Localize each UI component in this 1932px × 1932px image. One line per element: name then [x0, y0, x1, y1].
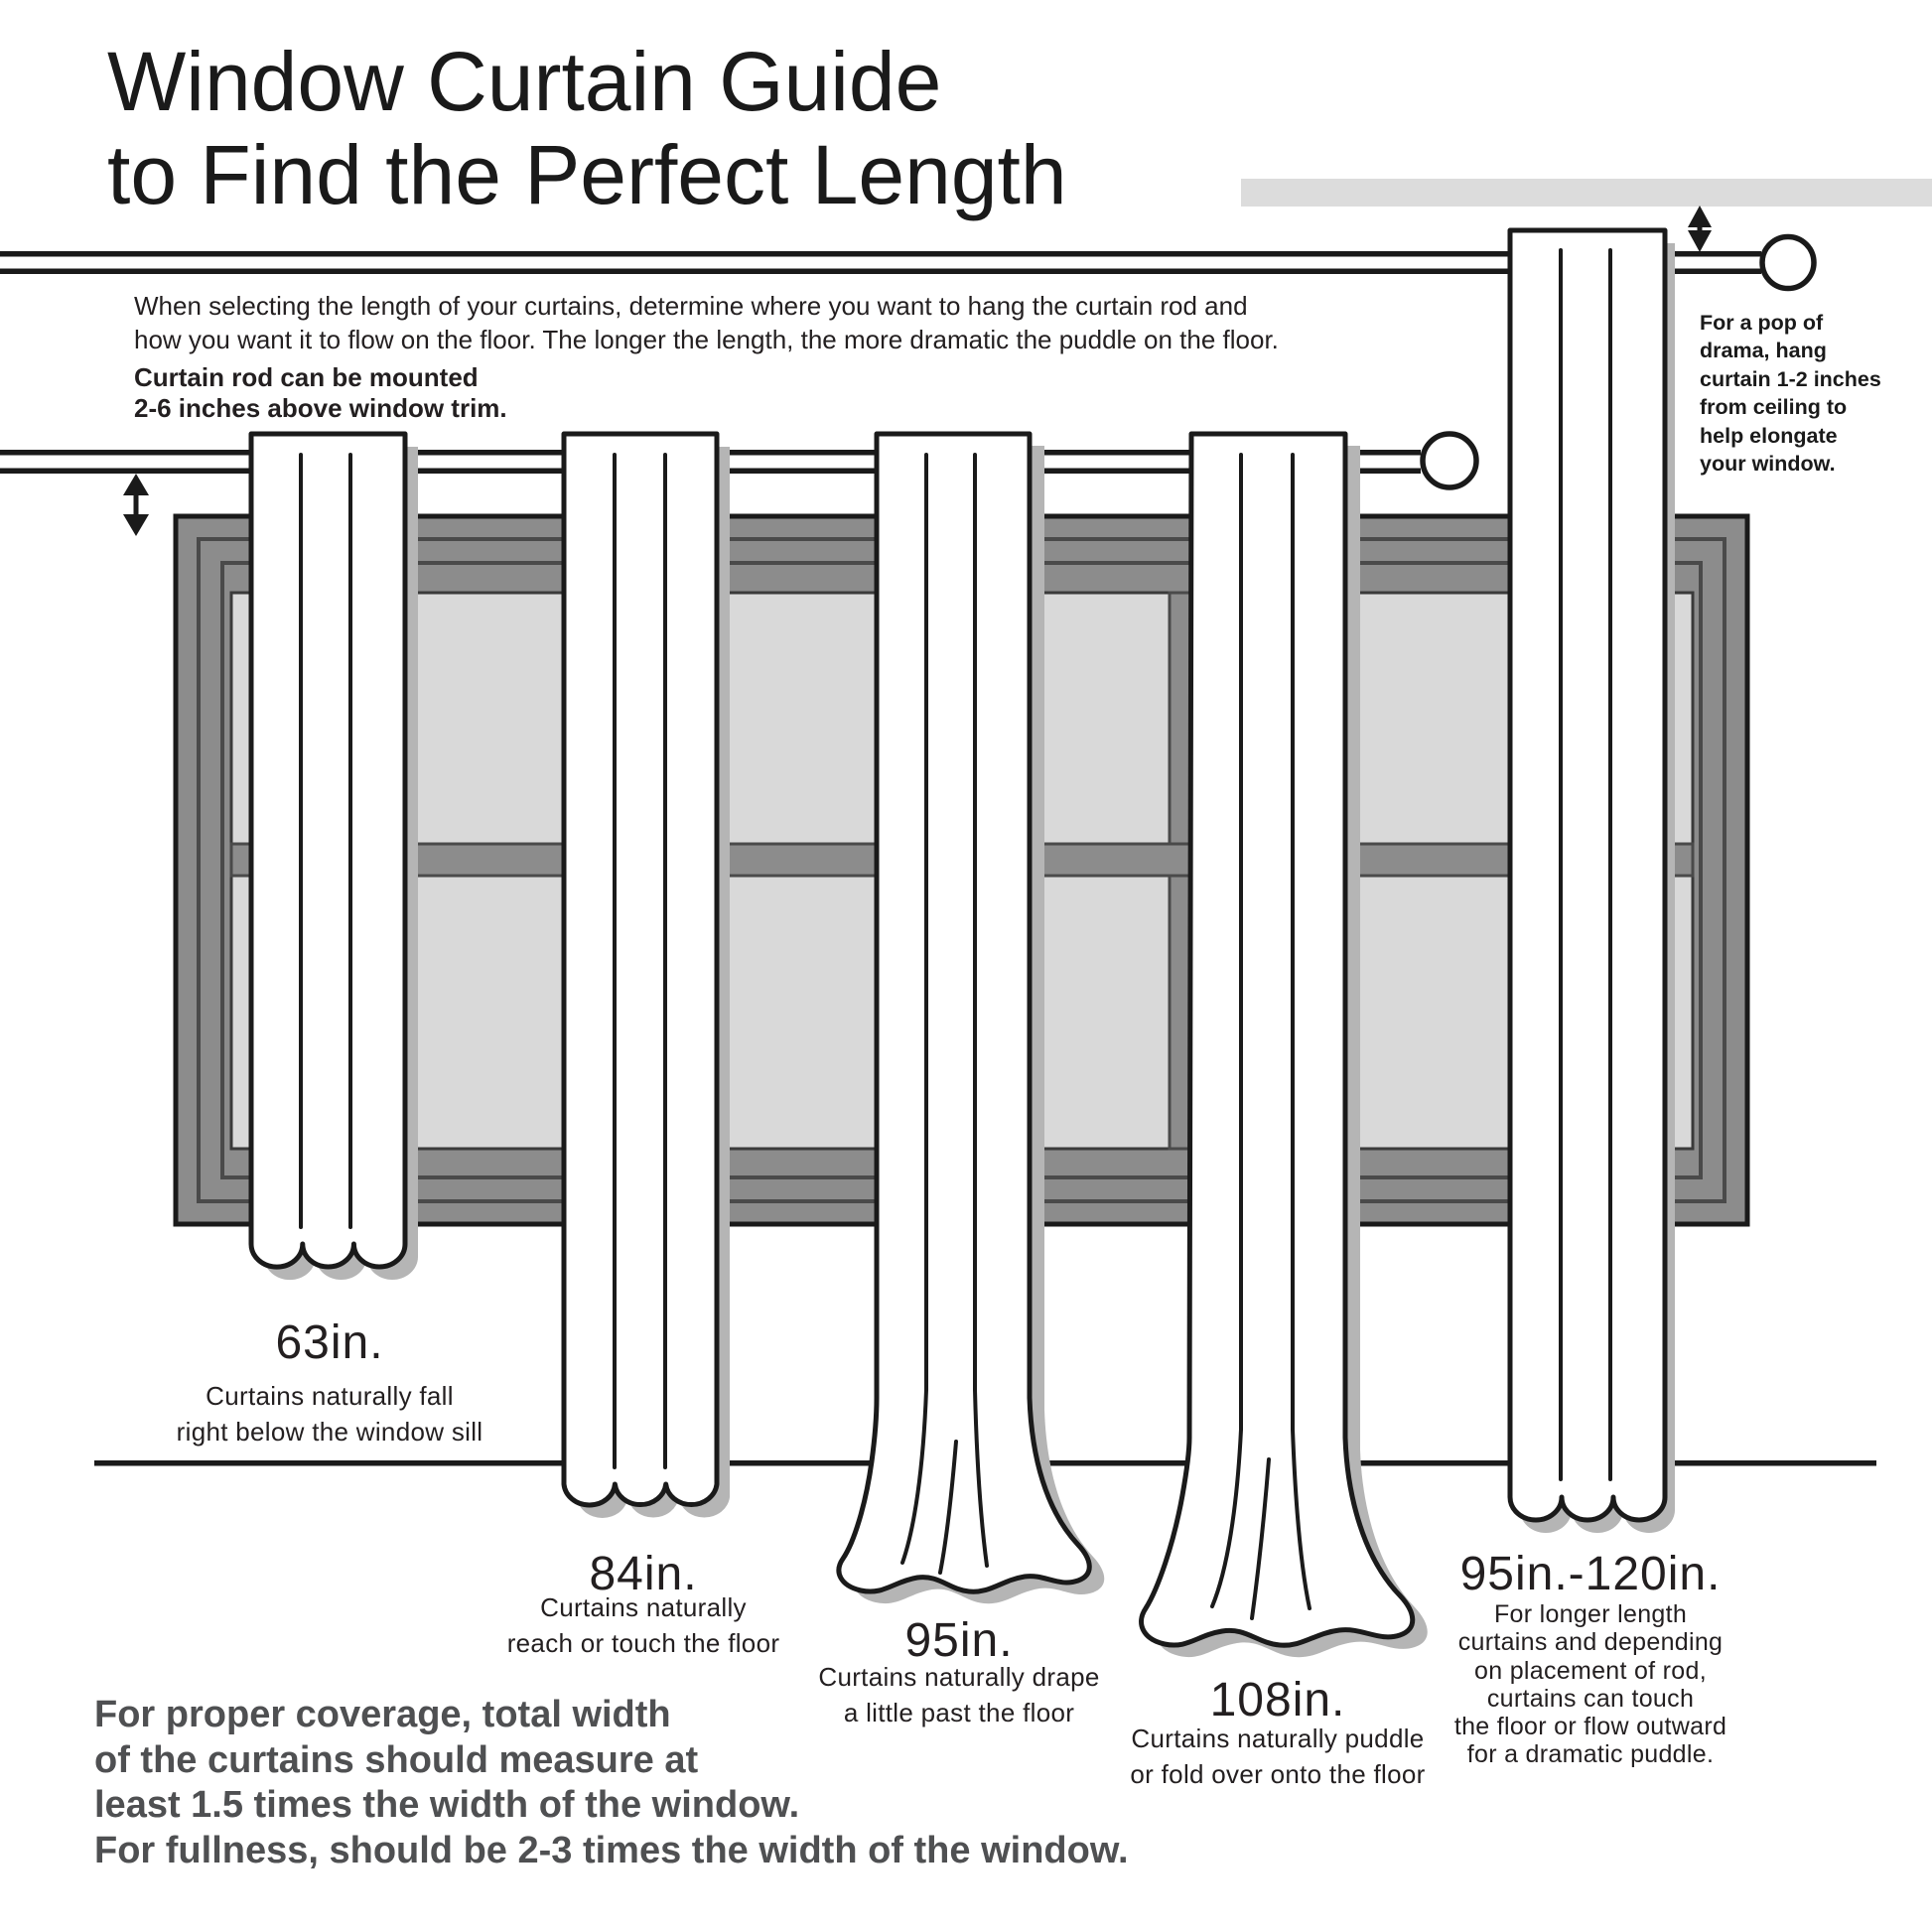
length-desc-line: Curtains naturally puddle: [1131, 1724, 1425, 1753]
lower-rod-finial: [1423, 434, 1476, 487]
coverage-note-line: For proper coverage, total width: [94, 1694, 671, 1735]
intro-line2: how you want it to flow on the floor. The longer the length, the more dramatic the puddle on the floor.: [134, 324, 1279, 354]
length-label-108in: 108in.: [1209, 1674, 1346, 1726]
coverage-note-line: least 1.5 times the width of the window.: [94, 1784, 800, 1826]
length-desc-line: Curtains naturally fall: [206, 1381, 454, 1411]
length-desc-line: a little past the floor: [843, 1698, 1075, 1727]
length-desc-line: curtains can touch: [1486, 1684, 1695, 1713]
length-desc-line: Curtains naturally drape: [818, 1662, 1100, 1692]
page-title: [107, 35, 1067, 221]
ceiling-gap-arrow-icon: [1688, 206, 1712, 252]
upper-curtain-rod-bottom-line: [0, 269, 1761, 275]
length-label-63in: 63in.: [275, 1316, 384, 1369]
page-title-line2: to Find the Perfect Length: [107, 128, 1067, 221]
upper-curtain-rod-top-line: [0, 251, 1761, 257]
coverage-note-line: For fullness, should be 2-3 times the width of the window.: [94, 1829, 1129, 1871]
length-desc-108in: [1130, 1721, 1425, 1792]
length-desc-line: Curtains naturally: [540, 1592, 747, 1622]
length-desc-95-120in: [1454, 1600, 1726, 1769]
length-desc-line: or fold over onto the floor: [1130, 1759, 1426, 1789]
rod-mount-note-line1: Curtain rod can be mounted: [134, 362, 479, 392]
rod-mount-note-line2: 2-6 inches above window trim.: [134, 393, 507, 423]
ceiling-hang-note-line: your window.: [1700, 452, 1836, 477]
intro-text: [134, 290, 1279, 356]
ceiling-hang-note-line: drama, hang: [1700, 339, 1827, 363]
curtain-63in: [251, 434, 405, 1267]
page-title-line1: Window Curtain Guide: [107, 35, 942, 128]
length-desc-line: reach or touch the floor: [506, 1628, 780, 1658]
rod-mount-note: [134, 362, 507, 424]
intro-line1: When selecting the length of your curtains, determine where you want to hang the curtain rod and: [134, 291, 1248, 321]
curtain-95-120in: [1510, 230, 1665, 1520]
ceiling-hang-note-line: from ceiling to: [1700, 395, 1848, 420]
length-desc-line: on placement of rod,: [1474, 1656, 1707, 1685]
ceiling-hang-note-line: help elongate: [1700, 423, 1838, 448]
length-label-95in: 95in.: [904, 1614, 1014, 1667]
length-desc-line: the floor or flow outward: [1453, 1713, 1727, 1741]
length-desc-line: for a dramatic puddle.: [1466, 1740, 1715, 1769]
length-label-95-120in: 95in.-120in.: [1459, 1548, 1722, 1600]
length-desc-line: right below the window sill: [176, 1417, 483, 1447]
coverage-note-line: of the curtains should measure at: [94, 1738, 699, 1781]
length-desc-63in: [177, 1378, 483, 1449]
ceiling-hang-note: [1700, 309, 1881, 478]
length-desc-line: For longer length: [1493, 1600, 1688, 1628]
coverage-note: [94, 1693, 1129, 1873]
upper-rod-finial: [1762, 237, 1814, 289]
ceiling-hang-note-line: curtain 1-2 inches: [1700, 366, 1881, 391]
length-desc-84in: [507, 1589, 780, 1661]
length-desc-line: curtains and depending: [1457, 1628, 1724, 1657]
ceiling-hang-note-line: For a pop of: [1700, 311, 1824, 335]
ceiling-band: [1241, 179, 1932, 207]
curtain-84in: [564, 434, 717, 1505]
rod-height-arrow-icon: [123, 474, 149, 536]
length-label-84in: 84in.: [589, 1548, 698, 1600]
